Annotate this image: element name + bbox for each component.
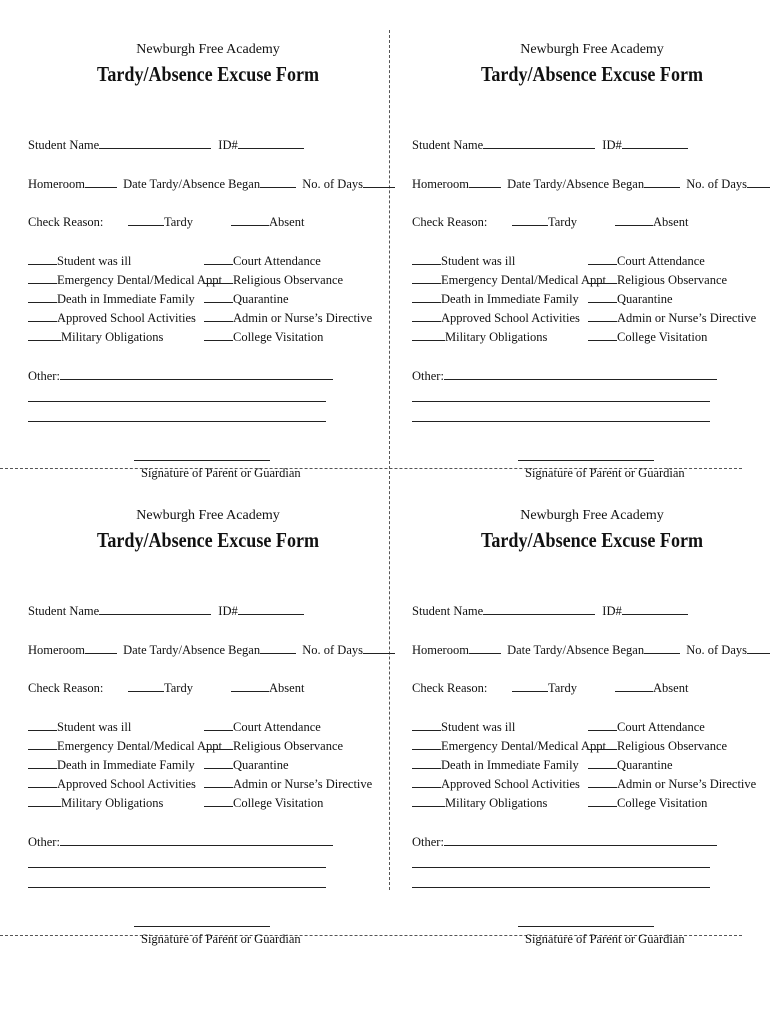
signature-label: Signature of Parent or Guardian xyxy=(141,466,301,480)
other-line[interactable] xyxy=(412,421,710,422)
homeroom-label: Homeroom xyxy=(412,177,469,191)
reason-checkbox[interactable] xyxy=(28,292,57,303)
reason-option[interactable] xyxy=(204,311,372,326)
date-began-field[interactable] xyxy=(644,177,680,188)
reason-label: Admin or Nurse’s Directive xyxy=(617,777,757,791)
reason-checkbox[interactable] xyxy=(588,311,617,322)
reason-option[interactable] xyxy=(204,777,372,792)
reason-checkbox[interactable] xyxy=(412,292,441,303)
reason-label: Admin or Nurse’s Directive xyxy=(233,777,373,791)
reason-checkbox[interactable] xyxy=(204,777,233,788)
reason-checkbox[interactable] xyxy=(412,720,441,731)
student-row xyxy=(412,604,688,619)
days-field[interactable] xyxy=(363,177,395,188)
tardy-label: Tardy xyxy=(548,681,577,695)
reason-checkbox[interactable] xyxy=(28,311,57,322)
days-label: No. of Days xyxy=(302,643,363,657)
reason-checkbox[interactable] xyxy=(204,292,233,303)
absent-option[interactable] xyxy=(615,215,688,230)
other-row xyxy=(412,369,717,384)
reason-label: Death in Immediate Family xyxy=(57,758,195,772)
reason-checkbox[interactable] xyxy=(412,311,441,322)
absent-label: Absent xyxy=(653,681,689,695)
tardy-checkbox[interactable] xyxy=(512,215,548,226)
reason-option[interactable] xyxy=(28,330,163,345)
reason-checkbox[interactable] xyxy=(412,739,441,750)
reason-checkbox[interactable] xyxy=(204,254,233,265)
tardy-option[interactable] xyxy=(512,681,577,696)
reason-label: Death in Immediate Family xyxy=(441,758,579,772)
reason-checkbox[interactable] xyxy=(28,777,57,788)
reason-checkbox[interactable] xyxy=(588,292,617,303)
reason-label: Court Attendance xyxy=(233,254,321,268)
student-row xyxy=(28,604,304,619)
student-name-label: Student Name xyxy=(28,604,100,618)
reason-option[interactable] xyxy=(412,777,580,792)
reason-option[interactable] xyxy=(204,254,321,269)
reason-checkbox[interactable] xyxy=(28,330,61,341)
days-field[interactable] xyxy=(747,177,770,188)
other-field[interactable] xyxy=(444,369,717,380)
reason-checkbox[interactable] xyxy=(28,273,57,284)
signature-line[interactable] xyxy=(134,926,270,927)
days-field[interactable] xyxy=(747,643,770,654)
date-began-field[interactable] xyxy=(644,643,680,654)
reason-option[interactable] xyxy=(412,739,606,754)
homeroom-row xyxy=(412,177,770,192)
form-title: Tardy/Absence Excuse Form xyxy=(480,62,704,86)
reason-checkbox[interactable] xyxy=(588,796,617,807)
reason-checkbox[interactable] xyxy=(588,254,617,265)
absent-label: Absent xyxy=(269,681,305,695)
reason-label: Court Attendance xyxy=(617,254,705,268)
reason-label: Quarantine xyxy=(617,292,673,306)
reason-label: Quarantine xyxy=(617,758,673,772)
date-began-label: Date Tardy/Absence Began xyxy=(123,177,261,191)
check-reason-label: Check Reason: xyxy=(412,215,488,229)
reason-checkbox[interactable] xyxy=(412,796,445,807)
reason-checkbox[interactable] xyxy=(28,796,61,807)
days-label: No. of Days xyxy=(686,643,747,657)
reason-option[interactable] xyxy=(588,254,705,269)
reason-label: Quarantine xyxy=(233,758,289,772)
check-reason-label: Check Reason: xyxy=(28,215,104,229)
other-field[interactable] xyxy=(60,835,333,846)
id-label: ID# xyxy=(602,604,622,618)
homeroom-label: Homeroom xyxy=(28,643,85,657)
reason-checkbox[interactable] xyxy=(412,330,445,341)
student-name-field[interactable] xyxy=(99,604,211,615)
reason-option[interactable] xyxy=(204,796,323,811)
reason-option[interactable] xyxy=(588,292,673,307)
date-began-label: Date Tardy/Absence Began xyxy=(507,643,645,657)
absent-checkbox[interactable] xyxy=(615,681,653,692)
reason-option[interactable] xyxy=(588,720,705,735)
reason-checkbox[interactable] xyxy=(412,273,441,284)
reason-option[interactable] xyxy=(588,311,756,326)
check-reason-row xyxy=(412,215,487,230)
reason-option[interactable] xyxy=(204,758,289,773)
homeroom-row xyxy=(412,643,770,658)
reason-label: Student was ill xyxy=(441,720,516,734)
other-line[interactable] xyxy=(28,421,326,422)
reason-label: Approved School Activities xyxy=(57,311,196,325)
reason-option[interactable] xyxy=(204,273,343,288)
reason-option[interactable] xyxy=(412,330,547,345)
reason-label: Court Attendance xyxy=(617,720,705,734)
reason-checkbox[interactable] xyxy=(28,739,57,750)
other-line[interactable] xyxy=(28,867,326,868)
student-row xyxy=(412,138,688,153)
reason-option[interactable] xyxy=(28,720,131,735)
student-name-field[interactable] xyxy=(483,604,595,615)
days-label: No. of Days xyxy=(302,177,363,191)
reason-option[interactable] xyxy=(412,758,579,773)
reason-checkbox[interactable] xyxy=(28,758,57,769)
school-name: Newburgh Free Academy xyxy=(136,42,280,57)
excuse-form xyxy=(28,496,388,946)
signature-label: Signature of Parent or Guardian xyxy=(525,466,685,480)
reason-option[interactable] xyxy=(28,292,195,307)
id-field[interactable] xyxy=(238,604,304,615)
other-row xyxy=(28,835,333,850)
reason-label: College Visitation xyxy=(233,796,324,810)
reason-label: Admin or Nurse’s Directive xyxy=(233,311,373,325)
signature-label: Signature of Parent or Guardian xyxy=(525,932,685,946)
reason-label: Emergency Dental/Medical Appt xyxy=(57,739,222,753)
homeroom-field[interactable] xyxy=(85,177,117,188)
form-title: Tardy/Absence Excuse Form xyxy=(96,62,320,86)
tardy-option[interactable] xyxy=(128,215,193,230)
reason-label: Approved School Activities xyxy=(57,777,196,791)
reason-option[interactable] xyxy=(412,311,580,326)
student-name-label: Student Name xyxy=(412,604,484,618)
student-row xyxy=(28,138,304,153)
reason-option[interactable] xyxy=(28,758,195,773)
reason-checkbox[interactable] xyxy=(28,254,57,265)
absent-option[interactable] xyxy=(615,681,688,696)
excuse-form xyxy=(28,30,388,480)
tardy-checkbox[interactable] xyxy=(512,681,548,692)
reason-checkbox[interactable] xyxy=(588,758,617,769)
reason-option[interactable] xyxy=(28,254,131,269)
reason-checkbox[interactable] xyxy=(412,254,441,265)
reason-option[interactable] xyxy=(28,777,196,792)
tardy-option[interactable] xyxy=(512,215,577,230)
reason-label: Death in Immediate Family xyxy=(57,292,195,306)
reason-checkbox[interactable] xyxy=(204,739,233,750)
student-name-field[interactable] xyxy=(99,138,211,149)
other-row xyxy=(28,369,333,384)
reason-label: Religious Observance xyxy=(617,273,728,287)
student-name-label: Student Name xyxy=(28,138,100,152)
signature-line[interactable] xyxy=(518,460,654,461)
reason-label: College Visitation xyxy=(617,330,708,344)
signature-label: Signature of Parent or Guardian xyxy=(141,932,301,946)
date-began-field[interactable] xyxy=(260,177,296,188)
reason-checkbox[interactable] xyxy=(28,720,57,731)
reason-checkbox[interactable] xyxy=(204,330,233,341)
check-reason-label: Check Reason: xyxy=(28,681,104,695)
reason-label: College Visitation xyxy=(233,330,324,344)
reason-label: Emergency Dental/Medical Appt xyxy=(57,273,222,287)
id-label: ID# xyxy=(602,138,622,152)
id-field[interactable] xyxy=(622,604,688,615)
check-reason-row xyxy=(28,681,103,696)
reason-option[interactable] xyxy=(412,796,547,811)
days-label: No. of Days xyxy=(686,177,747,191)
reason-label: Emergency Dental/Medical Appt xyxy=(441,273,606,287)
reason-label: Approved School Activities xyxy=(441,311,580,325)
student-name-label: Student Name xyxy=(412,138,484,152)
reason-option[interactable] xyxy=(588,330,707,345)
reason-option[interactable] xyxy=(28,739,222,754)
absent-option[interactable] xyxy=(231,215,304,230)
tardy-option[interactable] xyxy=(128,681,193,696)
other-label: Other: xyxy=(412,835,444,849)
tardy-label: Tardy xyxy=(548,215,577,229)
excuse-form xyxy=(412,30,770,480)
other-line[interactable] xyxy=(412,401,710,402)
reason-checkbox[interactable] xyxy=(204,720,233,731)
reason-label: Military Obligations xyxy=(445,330,548,344)
reason-option[interactable] xyxy=(588,273,727,288)
date-began-field[interactable] xyxy=(260,643,296,654)
reason-option[interactable] xyxy=(28,311,196,326)
id-label: ID# xyxy=(218,604,238,618)
days-field[interactable] xyxy=(363,643,395,654)
reason-checkbox[interactable] xyxy=(588,330,617,341)
reason-label: Student was ill xyxy=(57,254,132,268)
reason-option[interactable] xyxy=(204,292,289,307)
reason-checkbox[interactable] xyxy=(204,758,233,769)
excuse-form xyxy=(412,496,770,946)
reason-option[interactable] xyxy=(204,739,343,754)
check-reason-label: Check Reason: xyxy=(412,681,488,695)
homeroom-field[interactable] xyxy=(85,643,117,654)
reason-label: Student was ill xyxy=(441,254,516,268)
reason-label: Emergency Dental/Medical Appt xyxy=(441,739,606,753)
signature-line[interactable] xyxy=(134,460,270,461)
reason-checkbox[interactable] xyxy=(204,796,233,807)
reason-option[interactable] xyxy=(28,796,163,811)
homeroom-field[interactable] xyxy=(469,177,501,188)
reason-label: Admin or Nurse’s Directive xyxy=(617,311,757,325)
absent-label: Absent xyxy=(653,215,689,229)
reason-checkbox[interactable] xyxy=(412,758,441,769)
reason-label: Military Obligations xyxy=(61,330,164,344)
tardy-checkbox[interactable] xyxy=(128,681,164,692)
reason-label: Death in Immediate Family xyxy=(441,292,579,306)
other-line[interactable] xyxy=(412,887,710,888)
reason-option[interactable] xyxy=(412,292,579,307)
id-field[interactable] xyxy=(622,138,688,149)
homeroom-label: Homeroom xyxy=(412,643,469,657)
homeroom-label: Homeroom xyxy=(28,177,85,191)
reason-checkbox[interactable] xyxy=(588,273,617,284)
reason-option[interactable] xyxy=(412,273,606,288)
tardy-label: Tardy xyxy=(164,681,193,695)
other-label: Other: xyxy=(412,369,444,383)
reason-label: College Visitation xyxy=(617,796,708,810)
reason-option[interactable] xyxy=(588,739,727,754)
reason-label: Military Obligations xyxy=(445,796,548,810)
homeroom-row xyxy=(28,177,395,192)
tardy-label: Tardy xyxy=(164,215,193,229)
other-line[interactable] xyxy=(28,887,326,888)
check-reason-row xyxy=(412,681,487,696)
reason-option[interactable] xyxy=(412,720,515,735)
reason-option[interactable] xyxy=(588,796,707,811)
student-name-field[interactable] xyxy=(483,138,595,149)
reason-checkbox[interactable] xyxy=(588,777,617,788)
reason-checkbox[interactable] xyxy=(588,720,617,731)
vertical-cut-line xyxy=(389,30,390,890)
date-began-label: Date Tardy/Absence Began xyxy=(123,643,261,657)
reason-checkbox[interactable] xyxy=(204,311,233,322)
reason-label: Religious Observance xyxy=(233,739,344,753)
reason-label: Court Attendance xyxy=(233,720,321,734)
reason-label: Religious Observance xyxy=(233,273,344,287)
other-line[interactable] xyxy=(28,401,326,402)
reason-label: Approved School Activities xyxy=(441,777,580,791)
homeroom-row xyxy=(28,643,395,658)
other-line[interactable] xyxy=(412,867,710,868)
reason-option[interactable] xyxy=(204,720,321,735)
reason-checkbox[interactable] xyxy=(204,273,233,284)
school-name: Newburgh Free Academy xyxy=(136,508,280,523)
tardy-checkbox[interactable] xyxy=(128,215,164,226)
absent-option[interactable] xyxy=(231,681,304,696)
reason-option[interactable] xyxy=(588,777,756,792)
reason-option[interactable] xyxy=(204,330,323,345)
other-label: Other: xyxy=(28,835,60,849)
form-title: Tardy/Absence Excuse Form xyxy=(480,528,704,552)
other-row xyxy=(412,835,717,850)
other-field[interactable] xyxy=(444,835,717,846)
reason-label: Quarantine xyxy=(233,292,289,306)
reason-option[interactable] xyxy=(28,273,222,288)
other-label: Other: xyxy=(28,369,60,383)
absent-checkbox[interactable] xyxy=(231,681,269,692)
date-began-label: Date Tardy/Absence Began xyxy=(507,177,645,191)
id-field[interactable] xyxy=(238,138,304,149)
school-name: Newburgh Free Academy xyxy=(520,508,664,523)
school-name: Newburgh Free Academy xyxy=(520,42,664,57)
absent-checkbox[interactable] xyxy=(231,215,269,226)
form-title: Tardy/Absence Excuse Form xyxy=(96,528,320,552)
reason-checkbox[interactable] xyxy=(412,777,441,788)
absent-checkbox[interactable] xyxy=(615,215,653,226)
reason-label: Religious Observance xyxy=(617,739,728,753)
reason-option[interactable] xyxy=(412,254,515,269)
reason-option[interactable] xyxy=(588,758,673,773)
reason-label: Student was ill xyxy=(57,720,132,734)
signature-line[interactable] xyxy=(518,926,654,927)
reason-checkbox[interactable] xyxy=(588,739,617,750)
check-reason-row xyxy=(28,215,103,230)
id-label: ID# xyxy=(218,138,238,152)
reason-label: Military Obligations xyxy=(61,796,164,810)
homeroom-field[interactable] xyxy=(469,643,501,654)
other-field[interactable] xyxy=(60,369,333,380)
absent-label: Absent xyxy=(269,215,305,229)
